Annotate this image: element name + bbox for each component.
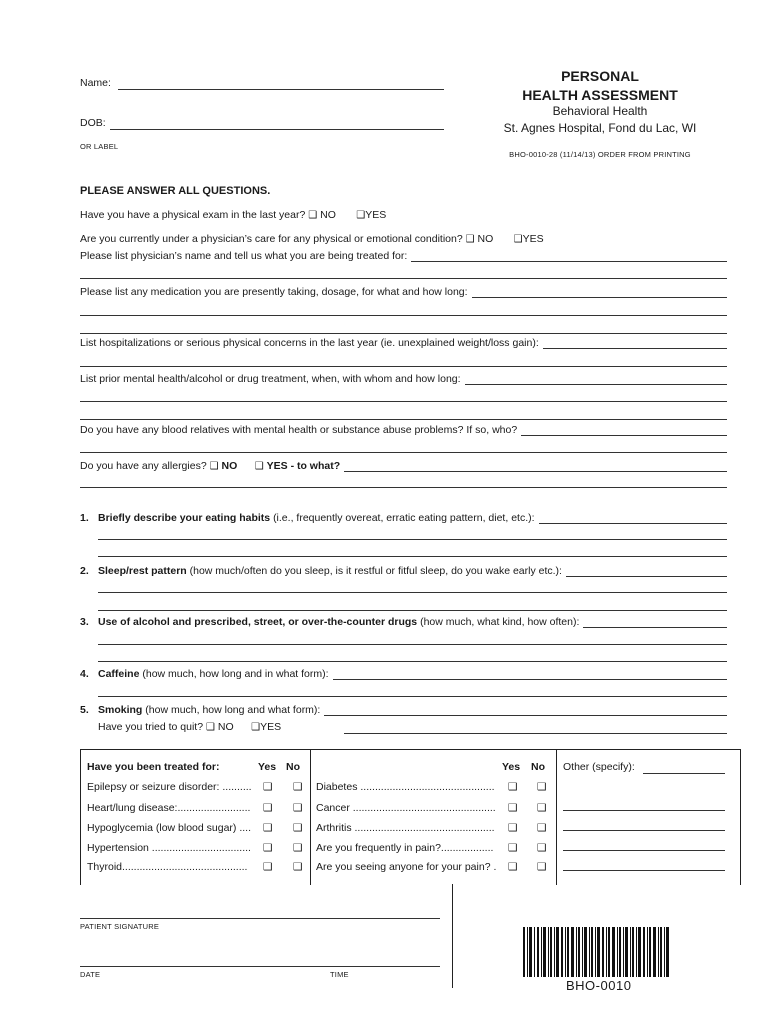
treatment-table (80, 749, 741, 885)
answer-line[interactable] (80, 452, 727, 453)
allergies-text: Do you have any allergies? (80, 460, 207, 472)
checkbox-icon[interactable]: ❑ (508, 822, 518, 834)
question-5-field[interactable] (324, 705, 727, 716)
answer-line[interactable] (98, 539, 727, 540)
question-4-title: Caffeine (98, 668, 140, 680)
checkbox-icon[interactable]: ❑ (263, 822, 273, 834)
treated-hypertension: Hypertension .................................. (87, 842, 251, 854)
question-4-row (80, 668, 727, 680)
checkbox-icon[interactable]: ❑ (537, 781, 547, 793)
medication-field[interactable] (472, 287, 727, 298)
checkbox-icon[interactable]: ❑ (293, 802, 303, 814)
checkbox-icon[interactable]: ❑ (263, 861, 273, 873)
answer-line[interactable] (98, 610, 727, 611)
yes-label: YES (365, 209, 387, 221)
checkbox-icon[interactable]: ❑ (263, 842, 273, 854)
checkbox-icon[interactable]: ❑ (537, 822, 547, 834)
allergies-yes: YES - to what? (266, 460, 341, 472)
patient-signature-field[interactable] (80, 918, 440, 919)
other-specify-line[interactable] (563, 810, 725, 811)
date-label: DATE (80, 970, 101, 979)
quit-question (98, 721, 281, 733)
prior-treatment-field[interactable] (465, 374, 727, 385)
allergies-row (80, 460, 727, 472)
yes-column-header: Yes (502, 761, 521, 773)
checkbox-icon[interactable]: ❑ (508, 802, 518, 814)
instructions: PLEASE ANSWER ALL QUESTIONS. (80, 185, 271, 197)
checkbox-icon[interactable]: ❑ (508, 861, 518, 873)
checkbox-icon[interactable]: ❑ (209, 461, 219, 472)
answer-line[interactable] (98, 592, 727, 593)
question-number: 3. (80, 616, 89, 628)
checkbox-icon[interactable]: ❑ (293, 822, 303, 834)
answer-line[interactable] (80, 278, 727, 279)
physical-exam-text: Have you have a physical exam in the last year? (80, 209, 306, 221)
quit-label: Have you tried to quit? (98, 721, 204, 733)
title-line2: HEALTH ASSESSMENT (522, 87, 678, 103)
name-field[interactable] (118, 89, 444, 90)
question-number: 4. (80, 668, 89, 680)
no-column-header: No (531, 761, 545, 773)
medication-text: Please list any medication you are presently taking, dosage, for what and how long: (80, 286, 468, 298)
checkbox-icon[interactable]: ❑ (293, 842, 303, 854)
question-3-field[interactable] (583, 617, 727, 628)
checkbox-icon[interactable]: ❑ (263, 781, 273, 793)
checkbox-icon[interactable]: ❑ (251, 722, 261, 733)
treated-diabetes: Diabetes .............................................. (316, 781, 495, 793)
question-4-detail: (how much, how long and in what form): (142, 668, 329, 680)
table-header: Have you been treated for: (87, 761, 220, 773)
answer-line[interactable] (98, 556, 727, 557)
answer-line[interactable] (80, 401, 727, 402)
question-1-title: Briefly describe your eating habits (98, 512, 271, 524)
answer-line[interactable] (80, 487, 727, 488)
barcode-icon (523, 927, 669, 977)
checkbox-icon[interactable]: ❑ (513, 234, 523, 245)
checkbox-icon[interactable]: ❑ (537, 861, 547, 873)
checkbox-icon[interactable]: ❑ (254, 461, 264, 472)
question-number: 5. (80, 704, 89, 716)
name-label: Name: (80, 77, 111, 89)
frequent-pain: Are you frequently in pain?.................. (316, 842, 494, 854)
physician-list-row (80, 250, 727, 262)
question-physical-exam (80, 209, 386, 221)
other-specify-label: Other (specify): (563, 761, 635, 773)
checkbox-icon[interactable]: ❑ (537, 842, 547, 854)
yes-column-header: Yes (258, 761, 277, 773)
checkbox-icon[interactable]: ❑ (537, 802, 547, 814)
form-code: BHO-0010-28 (11/14/13) ORDER FROM PRINTING (509, 150, 691, 159)
other-specify-field[interactable] (643, 773, 725, 774)
yes-label: YES (522, 233, 544, 245)
question-number: 2. (80, 565, 89, 577)
answer-line[interactable] (98, 644, 727, 645)
seeing-anyone-for-pain: Are you seeing anyone for your pain? . (316, 861, 497, 873)
allergies-no: NO (221, 460, 238, 472)
question-1-detail: (i.e., frequently overeat, erratic eating pattern, diet, etc.): (273, 512, 535, 524)
treated-cancer: Cancer ................................................. (316, 802, 496, 814)
checkbox-icon[interactable]: ❑ (356, 210, 366, 221)
signature-divider (452, 884, 453, 988)
question-5-row (80, 704, 727, 716)
date-time-field[interactable] (80, 966, 440, 967)
quit-no: NO (217, 721, 234, 733)
title-line1: PERSONAL (561, 68, 639, 84)
hospital: St. Agnes Hospital, Fond du Lac, WI (503, 121, 697, 135)
question-4-field[interactable] (333, 669, 727, 680)
question-5-detail: (how much, how long and what form): (145, 704, 321, 716)
or-label-text: OR LABEL (80, 142, 119, 151)
answer-line[interactable] (80, 366, 727, 367)
barcode-image (523, 927, 669, 977)
physician-list-text: Please list physician’s name and tell us what you are being treated for: (80, 250, 408, 262)
question-number: 1. (80, 512, 89, 524)
checkbox-icon[interactable]: ❑ (263, 802, 273, 814)
checkbox-icon[interactable]: ❑ (308, 210, 318, 221)
blood-relatives-text: Do you have any blood relatives with mental health or substance abuse problems? If so, who? (80, 424, 518, 436)
no-label: NO (320, 209, 336, 221)
question-3-title: Use of alcohol and prescribed, street, or over-the-counter drugs (98, 616, 418, 628)
dob-field[interactable] (110, 129, 444, 130)
answer-line[interactable] (80, 333, 727, 334)
other-specify-line[interactable] (563, 870, 725, 871)
question-3-row (80, 616, 727, 628)
question-5-title: Smoking (98, 704, 143, 716)
blood-relatives-row (80, 424, 727, 436)
treated-heart-lung: Heart/lung disease:......................... (87, 802, 251, 814)
table-divider (556, 750, 557, 885)
other-specify-line[interactable] (563, 850, 725, 851)
answer-line[interactable] (98, 696, 727, 697)
checkbox-icon[interactable]: ❑ (508, 842, 518, 854)
no-column-header: No (286, 761, 300, 773)
other-specify-line[interactable] (563, 830, 725, 831)
table-divider (310, 750, 311, 885)
checkbox-icon[interactable]: ❑ (293, 861, 303, 873)
department: Behavioral Health (552, 104, 648, 118)
question-3-detail: (how much, what kind, how often): (420, 616, 580, 628)
allergies-field[interactable] (344, 461, 727, 472)
prior-treatment-text: List prior mental health/alcohol or drug treatment, when, with whom and how long: (80, 373, 461, 385)
answer-line[interactable] (80, 315, 727, 316)
question-1-row (80, 512, 727, 524)
answer-line[interactable] (80, 419, 727, 420)
medication-row (80, 286, 727, 298)
time-label: TIME (330, 970, 349, 979)
checkbox-icon[interactable]: ❑ (508, 781, 518, 793)
hospitalizations-row (80, 337, 727, 349)
answer-line[interactable] (344, 733, 727, 734)
no-label: NO (477, 233, 494, 245)
treated-hypoglycemia: Hypoglycemia (low blood sugar) .... (87, 822, 251, 834)
treated-arthritis: Arthritis ................................................ (316, 822, 495, 834)
physician-care-text: Are you currently under a physician’s care for any physical or emotional condition? (80, 233, 463, 245)
treated-epilepsy: Epilepsy or seizure disorder: .......... (87, 781, 252, 793)
question-2-detail: (how much/often do you sleep, is it restful or fitful sleep, do you wake early etc.): (189, 565, 562, 577)
treated-thyroid: Thyroid........................................... (87, 861, 248, 873)
barcode-text: BHO-0010 (566, 978, 632, 993)
question-2-row (80, 565, 727, 577)
hospitalizations-field[interactable] (543, 338, 727, 349)
question-2-field[interactable] (566, 566, 727, 577)
checkbox-icon[interactable]: ❑ (205, 722, 215, 733)
prior-treatment-row (80, 373, 727, 385)
question-physician-care (80, 233, 544, 245)
answer-line[interactable] (98, 661, 727, 662)
patient-signature-label: PATIENT SIGNATURE (80, 922, 160, 931)
checkbox-icon[interactable]: ❑ (465, 234, 475, 245)
checkbox-icon[interactable]: ❑ (293, 781, 303, 793)
blood-relatives-field[interactable] (521, 425, 727, 436)
quit-yes: YES (260, 721, 282, 733)
dob-label: DOB: (80, 117, 106, 129)
physician-list-field[interactable] (411, 251, 727, 262)
question-2-title: Sleep/rest pattern (98, 565, 187, 577)
hospitalizations-text: List hospitalizations or serious physical concerns in the last year (ie. unexplained weight/loss gain): (80, 337, 539, 349)
question-1-field[interactable] (539, 513, 727, 524)
